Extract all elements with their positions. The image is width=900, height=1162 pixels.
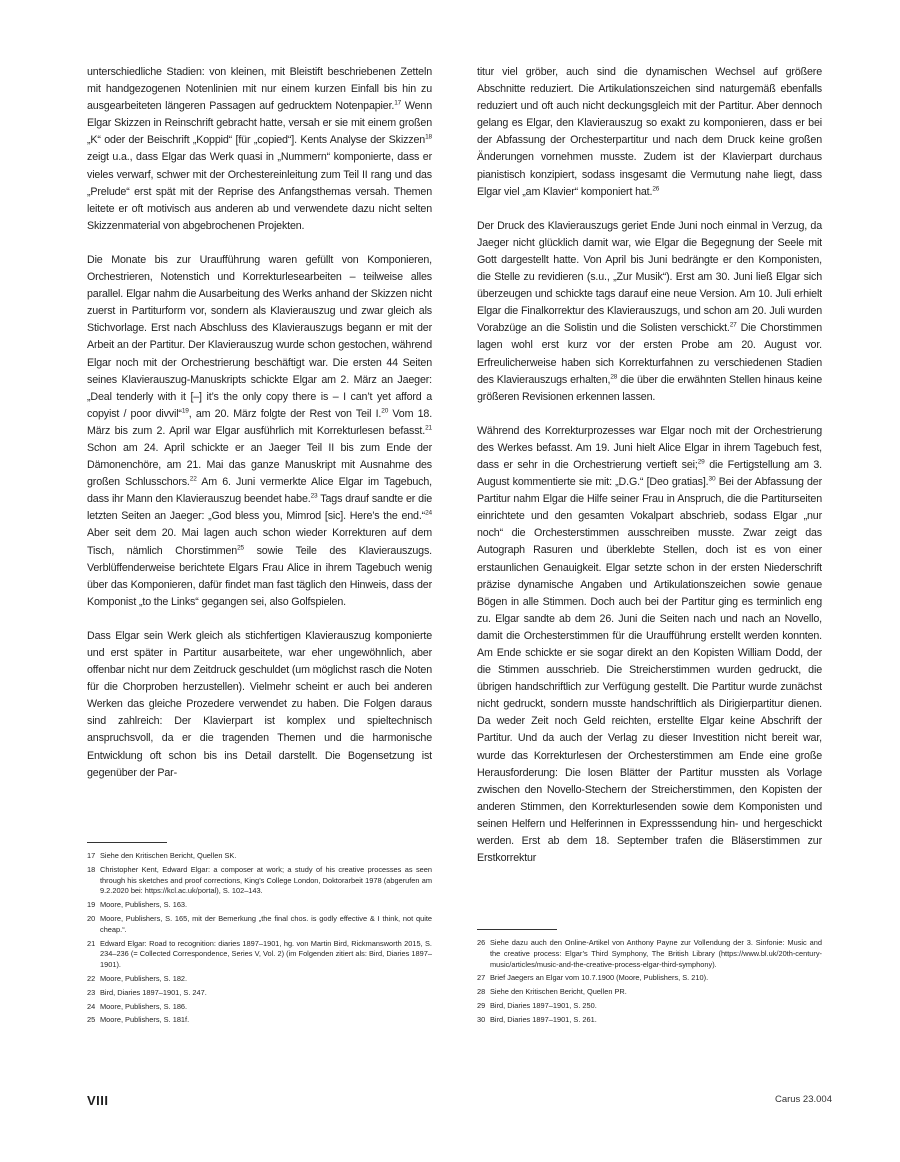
footnote-number: 24 [87,1001,96,1011]
paragraph-text: die Fertigstellung am 3. August kommentierte sie mit: „D.G.“ [Deo gratias]. [477,458,822,489]
footnote-number: 23 [87,987,96,997]
footnote-text: Moore, Publishers, S. 163. [100,900,188,910]
paragraph-text: Vom 18. März bis zum 2. April war Elgar ausführlich mit Korrekturlesen befasst. [87,407,433,437]
paragraph-text: , am 20. März folgte der Rest von Teil I. [188,407,382,420]
footnote-ref: 27 [729,321,737,329]
footnote-number: 30 [477,1014,486,1024]
footnote-number: 20 [87,913,96,923]
paragraph-text: Der Druck des Klavierauszugs geriet Ende Juni noch einmal in Verzug, da Jaeger nicht glücklich damit war, wie Elgar die Begegnung der Seele mit Gott dargestellt hatte. Von April bis Juni bedrängte er den Komponisten, die Stelle zu revidieren (s.u., „Zur Musik“). Erst am 30. Juni ließ Elgar sich überzeugen und schickte tags darauf eine neue Version. Am 10. Juli erhielt Elgar die Finalkorrektur des Klavierauszugs, und schon am 20. Juli wurden Vorabzüge an die Solistin und die Solisten verschickt. [477,219,822,335]
left-column [87,64,432,799]
footnote-number: 22 [87,973,96,983]
footnote-ref: 17 [394,99,402,107]
right-column [477,64,822,884]
footnote-text: Moore, Publishers, S. 186. [100,1001,188,1011]
footnote-number: 18 [87,864,96,874]
footnotes-right [477,929,822,1029]
footnote-number: 25 [87,1015,96,1025]
paragraph [477,64,822,201]
paragraph-text: Bei der Abfassung der Partitur nahm Elgar die Hilfe seiner Frau in Anspruch, die die Partiturseiten einrichtete und den gesamten Vokalpart abschrieb, sodass Elgar „nur noch“ die Orchesterstimmen ausschreiben musste. Zwar zeigt das Autograph Rasuren und überklebte Stellen, doch ist es von einer erstaunlichen Genauigkeit. Elgar setzte schon in der ersten Niederschrift präzise dynamische Angaben und Artikulationszeichen sowie genaue Bögen in alle Stimmen. Doch auch bei der Partitur ging es terminlich eng zu. Elgar sandte ab dem 26. Juni die Seiten nach und nach an Novello, damit die Orchesterstimmen für die Uraufführung erstellt werden konnten. Am Ende schickte er sie sogar direkt an den Kopisten William Dodd, der die Stimmen ausschrieb. Die Streicherstimmen wurden gedruckt, die übrigen handschriftlich zur Verfügung gestellt. Die Partitur wurde zunächst nicht gedruckt, sondern musste handschriftlich als Dirigierpartitur dienen. Da weder Zeit noch Geld reichten, erstellte Elgar keine Abschrift der Partitur. Und da auch der Verlag zu dieser Investition nicht bereit war, wurde das Korrekturlesen der Orchesterstimmen am Ende eine große Herausforderung: Die losen Blätter der Partitur mussten als Vorlage zwischen den Novello-Stechern der Streicherstimmen, den Kopisten der anderen Stimmen, den Korrekturlesenden sowie dem Komponisten und seinen Helfern und Helferinnen in Expresssendung hin- und hergeschickt werden. Erst ab dem 18. September trafen die Bläserstimmen zur Erstkorrektur [477,476,823,865]
paragraph [477,218,822,406]
footnote-number: 17 [87,851,96,860]
footnote-text: Moore, Publishers, S. 165, mit der Bemerkung „the final chos. is godly effective & I think, not quite cheap.“. [100,913,432,934]
footnote-text: Siehe den Kritischen Bericht, Quellen PR. [490,987,627,997]
footnote-text: Moore, Publishers, S. 182. [100,973,188,983]
footnote-number: 28 [477,987,486,997]
footnote [87,914,432,936]
footnote-rule [87,842,167,843]
paragraph [87,64,432,235]
page-number: VIII [87,1093,109,1108]
footnote [87,974,432,985]
footnote-text: Edward Elgar: Road to recognition: diaries 1897–1901, hg. von Martin Bird, Rickmansworth 2015, S. 234–236 (= Collected Correspondence, Series V, Vol. 2) (im Folgenden zitiert als: Bird, Diaries 1897–1901). [100,938,432,970]
footnote-ref: 20 [381,407,389,415]
footnote-text: Brief Jaegers an Elgar vom 10.7.1900 (Moore, Publishers, S. 210). [490,973,709,983]
footnote-ref: 25 [237,543,245,551]
footnote [477,1015,822,1026]
footnote [477,938,822,970]
footnote [477,1001,822,1012]
paragraph-text: titur viel gröber, auch sind die dynamischen Wechsel auf größere Abschnitte reduziert. Die Artikulationszeichen sind naturgemäß ebenfalls reduziert und oft auch nicht deckungsgleich mit der Partitur. Aber dennoch gelang es Elgar, den Klavierauszug so exakt zu komponieren, dass er bei der Abfassung der Orchesterpartitur und nach dem Druck keine großen Änderungen vornehmen musste. Zudem ist der Klavierpart durchaus pianistisch konzipiert, sodass insgesamt die Vermutung nahe liegt, dass Elgar viel „am Klavier“ komponiert hat. [477,66,822,198]
footnote-text: Bird, Diaries 1897–1901, S. 247. [100,987,207,997]
footnote-text: Bird, Diaries 1897–1901, S. 261. [490,1014,597,1024]
paragraph [87,628,432,782]
paragraph-text: Schon am 24. April schickte er an Jaeger Teil II bis zum Ende der Dämonenchöre, am 21. Mai das ganze Manuskript mit Ausnahme des großen Schlusschors. [87,441,432,489]
paragraph [87,252,432,611]
footnote-rule [477,929,557,930]
footnote-text: Christopher Kent, Edward Elgar: a composer at work; a study of his creative processes as seen through his sketches and proof corrections, King’s College London, Doktorarbeit 1978 (abgerufen am 9.2.2020 bei: https://kcl.ac.uk/portal), S. 102–143. [100,864,432,896]
footnote [87,851,432,862]
footnote-ref: 24 [425,509,432,517]
paragraph-text: Am 6. Juni vermerkte Alice Elgar im Tagebuch, dass ihr Mann den Klavierauszug beendet habe. [87,476,432,506]
footnote-text: Siehe dazu auch den Online-Artikel von Anthony Payne zur Vollendung der 3. Sinfonie: Music and the creative process: Elgar’s Third Symphony, The British Library (https://www.bl.uk/20th-century-music/articles/music-and-the-creative-process-elgar-third-symphony). [490,938,822,969]
footnote [87,900,432,911]
paragraph-text: sowie Teile des Klavierauszugs. Verblüffenderweise berichtete Elgars Frau Alice in ihrem Tagebuch wenig über das Komponieren, dafür findet man fast täglich den Hinweis, dass der Komponist „to the Links“ gegangen sei, also Golfspielen. [87,544,432,608]
footnote-ref: 18 [425,133,432,141]
paragraph [477,423,822,867]
footnote-number: 21 [87,938,96,948]
footnote-number: 27 [477,973,486,983]
footnote [87,988,432,999]
paragraph-text: Dass Elgar sein Werk gleich als stichfertigen Klavierauszug komponierte und erst später in Partitur ausarbeitete, war eher ungewöhnlich, aber offenbar nicht nur dem Zeitdruck geschuldet (um möglichst rasch die Noten für die Chorproben herzustellen). Vielmehr scheint er auch bei anderen Werken das gleiche Prozedere verwendet zu haben. Die Folgen daraus sind zahlreich: Der Klavierpart ist komplex und spieltechnisch anspruchsvoll, da er die tragenden Themen und die harmonische Entwicklung oft schon bis ins Detail darstellt. Die Bogensetzung ist gegenüber der Par- [87,629,432,779]
footnote [477,973,822,984]
footnote [87,865,432,897]
paragraph-text: Aber seit dem 20. Mai lagen auch schon wieder Korrekturen auf dem Tisch, nämlich Chorstimmen [87,527,432,557]
footnote-ref: 26 [652,185,660,193]
footnote-ref: 21 [425,424,432,432]
footnote [87,1002,432,1013]
footnote-ref: 23 [310,492,318,500]
footnote-ref: 30 [708,475,716,483]
footnotes-left [87,842,432,1029]
footnote-ref: 29 [697,458,705,466]
paragraph-text: Die Chorstimmen lagen wohl erst kurz vor der ersten Probe am 20. August vor. Erfreulicherweise haben sich Korrekturfahnen zu verschiedenen Stadien des Klavierauszugs erhalten, [477,322,822,386]
paragraph-text: die über die erwähnten Stellen hinaus keine größeren Revisionen erkennen lassen. [477,373,822,403]
footnote [87,939,432,971]
catalog-number: Carus 23.004 [774,1094,832,1105]
paragraph-text: unterschiedliche Stadien: von kleinen, mit Bleistift beschriebenen Zetteln mit handgezogenen Notenlinien mit nur einem kurzen Einfall bis hin zu ausgearbeiteten längeren Passagen auf gedrucktem Notenpapier. [87,66,432,113]
footnote-text: Bird, Diaries 1897–1901, S. 250. [490,1000,597,1010]
footnote-text: Siehe den Kritischen Bericht, Quellen SK. [100,851,237,860]
footnote-ref: 22 [189,475,197,483]
paragraph-text: Die Monate bis zur Uraufführung waren gefüllt von Komponieren, Orchestrieren, Notenstich und Korrekturlesearbeiten – teilweise alles parallel. Elgar nahm die Ausarbeitung des Werks anhand der Skizzen nicht zuerst in Partiturform vor, sondern als Klavierauszug und zwar gleich als Stichvorlage. Erst nach Abschluss des Klavierauszugs begann er mit der Arbeit an der Partitur. Der Klavierauszug wurde schon gestochen, während Elgar noch mit der Orchestrierung beschäftigt war. Die ersten 44 Seiten seines Klavierauszug-Manuskripts schickte Elgar am 2. März an Jaeger: „Deal tenderly with it [–] it’s the only copy there is – I can’t yet afford a copyist / poor divvil“ [87,253,432,420]
paragraph-text: Tags drauf sandte er die letzten Seiten an Jaeger: „God bless you, Mimrod [sic]. Here’s the end.“ [87,493,432,523]
footnote [87,1015,432,1026]
footnote-ref: 28 [610,373,618,381]
paragraph-text: Wenn Elgar Skizzen in Reinschrift gebracht hatte, versah er sie mit einem großen „K“ oder der Beischrift „Koppid“ [für „copied“]. Kents Analyse der Skizzen [87,100,432,147]
footnote-ref: 19 [181,407,189,415]
footnote-number: 19 [87,900,96,910]
footnote-number: 26 [477,938,486,947]
footnote [477,987,822,998]
footnote-text: Moore, Publishers, S. 181f. [100,1015,190,1025]
footnote-number: 29 [477,1000,486,1010]
paragraph-text: Während des Korrekturprozesses war Elgar noch mit der Orchestrierung des Werkes befasst. Am 19. Juni hielt Alice Elgar in ihrem Tagebuch fest, dass er sehr in die Orchestrierung vertieft sei; [477,424,822,471]
paragraph-text: zeigt u.a., dass Elgar das Werk quasi in „Nummern“ komponierte, dass er vieles verwarf, schwer mit der Orchestereinleitung zum Teil II rang und das „Prelude“ erst spät mit der Reprise des Anfangsthemas versah. Themen leitete er oft motivisch aus anderen ab und verwendete dazu nicht selten Skizzenmaterial von abgebrochenen Projekten. [87,151,432,232]
